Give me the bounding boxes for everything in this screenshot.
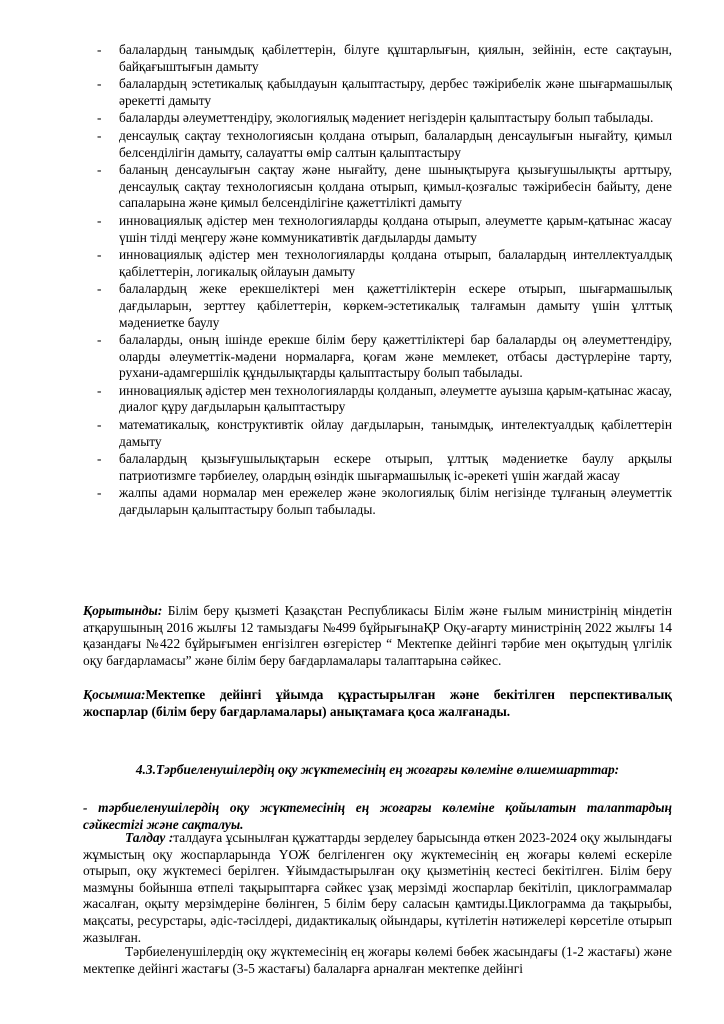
list-item-text: математикалық, конструктивтік ойлау дағдыларын, танымдық, интелектуалдық қабілеттерін дамыту [119,417,672,449]
bullet-dash: - [97,332,102,348]
list-item-text: балаларды әлеуметтендіру, экологиялық мәдениет негіздерін қалыптастыру болып табылады. [119,110,654,126]
list-item [97,42,672,75]
list-item [97,485,672,518]
final-paragraph: Тәрбиеленушілердің оқу жүктемесінің ең жоғары көлемі бөбек жасындағы (1-2 жастағы) және мектепке дейінгі жастағы (3-5 жастағы) балаларға арналған мектепке дейінгі [83,944,672,976]
goals-list [97,42,672,520]
list-item-text: балалардың жеке ерекшеліктері мен қажеттіліктерін ескере отырып, шығармашылық дағдыларын, зерттеу қабілеттерін, көркем-эстетикалық талғамын дамыту үшін ұлттық мәдениетке баулу [119,281,672,330]
list-item [97,451,672,484]
appendix-paragraph [83,687,672,720]
list-item-text: инновациялық әдістер мен технологияларды қолдана отырып, балалардың интеллектуалдық қабілеттерін, логикалық ойлауын дамыту [119,247,672,279]
bullet-dash: - [97,212,102,228]
list-item [97,110,672,127]
analysis-label: Талдау : [125,830,174,845]
list-item [97,383,672,416]
list-item-text: баланың денсаулығын сақтау және нығайту, дене шынықтыруға қызығушылықты арттыру, денсаулық сақтау технологиясын қолдана отырып, қимыл-қозғалыс тәжірибесін байыту, дене сапаларына және қимыл белсенділігіне қажеттілікті дамыту [119,162,672,211]
appendix-text: Мектепке дейінгі ұйымда құрастырылған және бекітілген перспективалық жоспарлар (білім беру бағдарламалары) анықтамаға қоса жалғанады. [83,687,672,719]
bullet-dash: - [97,281,102,297]
bullet-dash: - [97,76,102,92]
bullet-dash: - [97,162,102,178]
bullet-dash: - [97,42,102,57]
list-item-text: балалардың қызығушылықтарын ескере отырып, ұлттық мәдениетке баулу арқылы патриотизмге тәрбиелеу, олардың өзіндік шығармашылық іс-әрекеті үшін жағдай жасау [119,451,672,483]
bullet-dash: - [97,247,102,263]
bullet-dash: - [97,110,102,126]
list-item [97,281,672,331]
list-item-text: жалпы адами нормалар мен ережелер және экологиялық білім негізінде тұлғаның әлеуметтік дағдыларын қалыптастыру болып табылады. [119,485,672,518]
list-item-text: балалардың эстетикалық қабылдауын қалыптастыру, дербес тәжірибелік және шығармашылық әрекетті дамыту [119,76,672,108]
list-item [97,76,672,109]
list-item-text: инновациялық әдістер мен технологияларды қолдана отырып, әлеуметте қарым-қатынас жасау үшін тілді меңгеру және коммуникативтік дағдыларды дамыту [119,212,672,245]
appendix-label: Қосымша: [83,687,146,702]
list-item-text: балаларды, оның ішінде ерекше білім беру қажеттіліктері бар балаларды оң әлеуметтендіру, оларды әлеуметтік-мәдени нормаларға, қоғам және мемлекет, отбасы дәстүрлеріне тарту, рухани-адамгершілік құндылықтарды қалыптастыру болып табылады. [119,332,672,381]
list-item [97,247,672,280]
list-item [97,128,672,161]
list-item [97,213,672,246]
list-item [97,332,672,382]
bullet-dash: - [97,417,102,433]
list-item [97,417,672,450]
list-item-text: инновациялық әдістер мен технологияларды қолданып, әлеуметте ауызша қарым-қатынас жасау, диалог құру дағдыларын қалыптастыру [119,382,672,415]
list-item-text: балалардың танымдық қабілеттерін, білуге құштарлығын, қиялын, зейінін, есте сақтауын, байқағыштығын дамыту [119,42,672,74]
list-item-text: денсаулық сақтау технологиясын қолдана отырып, балалардың денсаулығын нығайту, қимыл белсенділігін дамыту, салауатты өмір салтын қалыптастыру [119,127,672,160]
section-heading: 4.3.Тәрбиеленушілердің оқу жүктемесінің ең жоғарғы көлеміне өлшемшарттар: [135,762,620,777]
bullet-dash: - [97,127,102,143]
bullet-dash: - [97,382,102,398]
list-item [97,162,672,212]
sub-heading: - тәрбиеленушілердің оқу жүктемесінің ең жоғарғы көлеміне қойылатын талаптардың сәйкестігі және сақталуы. [83,800,672,832]
conclusion-label: Қорытынды: [83,603,163,618]
analysis-paragraph [83,830,672,946]
analysis-text: талдауға ұсынылған құжаттарды зерделеу барысында өткен 2023-2024 оқу жылындағы жұмыстың оқу жоспарларында ҮОЖ белгіленген оқу жүктемесінің ең жоғары көлемі ескеріле отырып, оқу жүктемесі берілген. Ұйымдастырылған оқу қызметінің кестесі бекітілген. Білім беру мазмұны бойынша өтпелі тақырыптарға сәйкес ұзақ мерзімді жоспарлар бекітіліп, циклограммалар жасалған, оқыту мерзімдеріне бөлінген, 5 білім беру саласын қамтиды.Циклограмма да тақырыбы, мақсаты, ресурстары, әдіс-тәсілдері, дидактикалық ойындары, күтілетін нәтижелері көрсетіле отырып жазылған. [83,830,672,945]
bullet-dash: - [97,485,102,501]
conclusion-text: Білім беру қызметі Қазақстан Республикасы Білім және ғылым министрінің міндетін атқарушының 2016 жылғы 12 тамыздағы №499 бұйрығынаҚР Оқу-ағарту министрінің 2022 жылғы 14 қазандағы №422 бұйрығымен енгізілген өзгерістер “ Мектепке дейінгі тәрбие мен оқытудың үлгілік оқу бағдарламасы” және білім беру бағдарламалары талаптарына сәйкес. [83,603,672,668]
bullet-dash: - [97,451,102,467]
conclusion-paragraph [83,603,672,669]
